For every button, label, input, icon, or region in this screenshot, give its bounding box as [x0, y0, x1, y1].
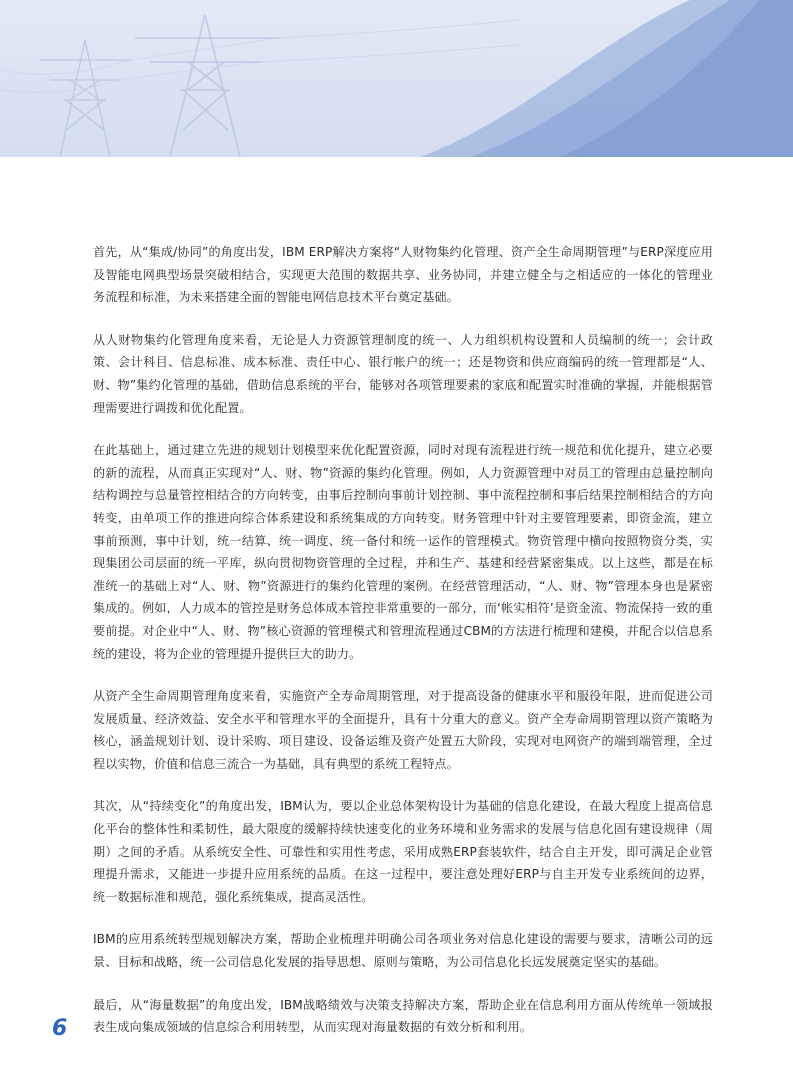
article-body	[93, 241, 713, 1059]
power-tower-illustration	[0, 0, 793, 157]
paragraph-intensive-management: 在此基础上，通过建立先进的规划计划模型来优化配置资源，同时对现有流程进行统一规范和优化提升，建立必要的新的流程，从而真正实现对“人、财、物”资源的集约化管理。例如，人力资源管理中对员工的管理由总量控制向结构调控与总量管控相结合的方向转变，由事后控制向事前计划控制、事中流程控制和事后结果控制相结合的方向转变，由单项工作的推进向综合体系建设和系统集成的方向转变。财务管理中针对主要管理要素，即资金流，建立事前预测，事中计划，统一结算、统一调度、统一备付和统一运作的管理模式。物资管理中横向按照物资分类，实现集团公司层面的统一平库，纵向贯彻物资管理的全过程，并和生产、基建和经营紧密集成。以上这些，都是在标准统一的基础上对“人、财、物”资源进行的集约化管理的案例。在经营管理活动，“人、财、物”管理本身也是紧密集成的。例如，人力成本的管控是财务总体成本管控非常重要的一部分，而‘帐实相符’是资金流、物流保持一致的重要前提。对企业中“人、财、物”核心资源的管理模式和管理流程通过CBM的方法进行梳理和建模，并配合以信息系统的建设，将为企业的管理提升提供巨大的助力。	[93, 443, 713, 661]
paragraph-continuous-change: 其次，从“持续变化”的角度出发，IBM认为，要以企业总体架构设计为基础的信息化建设，在最大程度上提高信息化平台的整体性和柔韧性，最大限度的缓解持续快速变化的业务环境和业务需求的发展与信息化固有建设规律（周期）之间的矛盾。从系统安全性、可靠性和实用性考虑，采用成熟ERP套装软件，结合自主开发，即可满足企业管理提升需求，又能进一步提升应用系统的品质。在这一过程中，要注意处理好ERP与自主开发专业系统间的边界，统一数据标准和规范，强化系统集成，提高灵活性。	[93, 799, 713, 904]
paragraph-asset-lifecycle: 从资产全生命周期管理角度来看，实施资产全寿命周期管理，对于提高设备的健康水平和服役年限，进而促进公司发展质量、经济效益、安全水平和管理水平的全面提升，具有十分重大的意义。资产全寿命周期管理以资产策略为核心，涵盖规划计划、设计采购、项目建设、设备运维及资产处置五大阶段，实现对电网资产的端到端管理，全过程以实物，价值和信息三流合一为基础，具有典型的系统工程特点。	[93, 689, 713, 771]
paragraph-massive-data: 最后，从“海量数据”的角度出发，IBM战略绩效与决策支持解决方案，帮助企业在信息利用方面从传统单一领域报表生成向集成领域的信息综合利用转型，从而实现对海量数据的有效分析和利用。	[93, 997, 713, 1035]
paragraph-integration: 首先，从“集成/协同”的角度出发，IBM ERP解决方案将“人财物集约化管理、资产全生命周期管理”与ERP深度应用及智能电网典型场景突破相结合，实现更大范围的数据共享、业务协同，并建立健全与之相适应的一体化的管理业务流程和标准，为未来搭建全面的智能电网信息技术平台奠定基础。	[93, 245, 713, 305]
header-banner	[0, 0, 793, 157]
paragraph-hr-finance-materials: 从人财物集约化管理角度来看，无论是人力资源管理制度的统一、人力组织机构设置和人员编制的统一；会计政策、会计科目、信息标准、成本标准、责任中心、银行帐户的统一；还是物资和供应商编码的统一管理都是“人、财、物”集约化管理的基础，借助信息系统的平台，能够对各项管理要素的家底和配置实时准确的掌握，并能根据管理需要进行调拨和优化配置。	[93, 332, 713, 415]
page-number: 6	[52, 1016, 68, 1041]
paragraph-system-transformation: IBM的应用系统转型规划解决方案，帮助企业梳理并明确公司各项业务对信息化建设的需要与要求，清晰公司的远景、目标和战略，统一公司信息化发展的指导思想、原则与策略，为公司信息化长远发展奠定坚实的基础。	[93, 932, 713, 970]
